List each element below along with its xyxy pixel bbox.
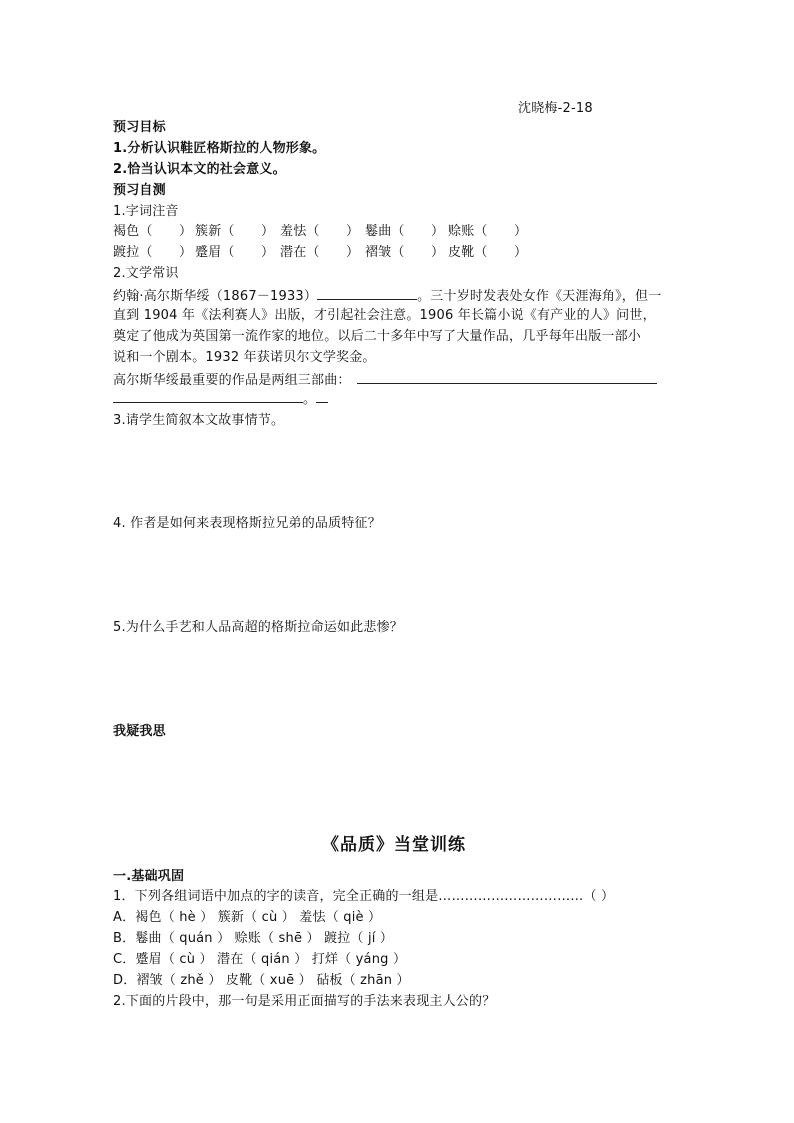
literature-line-3: 奠定了他成为英国第一流作家的地位。以后二十多年中写了大量作品，几乎每年出版一部小 <box>113 329 642 344</box>
question-4: 4. 作者是如何来表现格斯拉兄弟的品质特征？ <box>113 516 381 531</box>
option-d: D．褶皱（ zhě ） 皮靴（ xuē ） 砧板（ zhān ） <box>113 973 410 988</box>
pinyin-item: 褐色（ ） <box>113 224 193 239</box>
self-test-heading: 预习自测 <box>113 183 166 198</box>
pinyin-item: 簇新（ ） <box>195 224 275 239</box>
literature-line-6-end: 。 <box>303 392 317 407</box>
literature-line-1 <box>113 287 661 305</box>
question-5: 5.为什么手艺和人品高超的格斯拉命运如此悲惨？ <box>113 620 404 635</box>
literature-line-1-end: 。三十岁时发表处女作《天涯海角》，但一 <box>417 289 662 304</box>
training-question-2: 2.下面的片段中，那一句是采用正面描写的手法来表现主人公的？ <box>113 994 496 1009</box>
training-title: 《品质》当堂训练 <box>322 835 466 855</box>
preview-goal-2: 2.恰当认识本文的社会意义。 <box>113 162 286 177</box>
preview-goals-heading: 预习目标 <box>113 120 166 135</box>
answer-blank <box>317 287 417 300</box>
pinyin-item: 羞怯（ ） <box>280 224 360 239</box>
answer-blank <box>357 371 657 384</box>
literature-line-5-text: 高尔斯华绥最重要的作品是两组三部曲： <box>113 373 351 388</box>
author-date: 沈晓梅-2-18 <box>518 101 593 116</box>
literature-line-1-start: 约翰·高尔斯华绥（1867－1933） <box>113 289 318 304</box>
pinyin-item: 鬈曲（ ） <box>365 224 445 239</box>
answer-blank <box>113 390 303 403</box>
option-a: A．褐色（ hè ） 簇新（ cù ） 羞怯（ qiè ） <box>113 910 382 925</box>
preview-goal-1: 1.分析认识鞋匠格斯拉的人物形象。 <box>113 141 326 156</box>
training-question-1: 1．下列各组词语中加点的字的读音，完全正确的一组是……………………………（ ） <box>113 889 615 904</box>
literature-title: 2.文学常识 <box>113 266 179 281</box>
option-c: C．蹙眉（ cù ） 潜在（ qián ） 打烊（ yáng ） <box>113 952 407 967</box>
option-b: B．鬈曲（ quán ） 赊账（ shē ） 踱拉（ jí ） <box>113 931 394 946</box>
pinyin-item: 褶皱（ ） <box>365 245 445 260</box>
question-3: 3.请学生简叙本文故事情节。 <box>113 413 285 428</box>
section-1-heading: 一.基础巩固 <box>113 869 185 884</box>
literature-line-4: 说和一个剧本。1932 年获诺贝尔文学奖金。 <box>113 350 376 365</box>
pinyin-item: 潜在（ ） <box>280 245 360 260</box>
reflect-heading: 我疑我思 <box>113 724 166 739</box>
pinyin-item: 蹙眉（ ） <box>195 245 275 260</box>
answer-blank <box>316 390 328 403</box>
literature-line-5 <box>113 371 657 389</box>
pinyin-item: 踱拉（ ） <box>113 245 193 260</box>
pinyin-title: 1.字词注音 <box>113 204 179 219</box>
pinyin-item: 皮靴（ ） <box>448 245 528 260</box>
pinyin-item: 赊账（ ） <box>448 224 528 239</box>
literature-line-6 <box>113 390 328 408</box>
literature-line-2: 直到 1904 年《法利赛人》出版，才引起社会注意。1906 年长篇小说《有产业的人》问世， <box>113 308 656 323</box>
